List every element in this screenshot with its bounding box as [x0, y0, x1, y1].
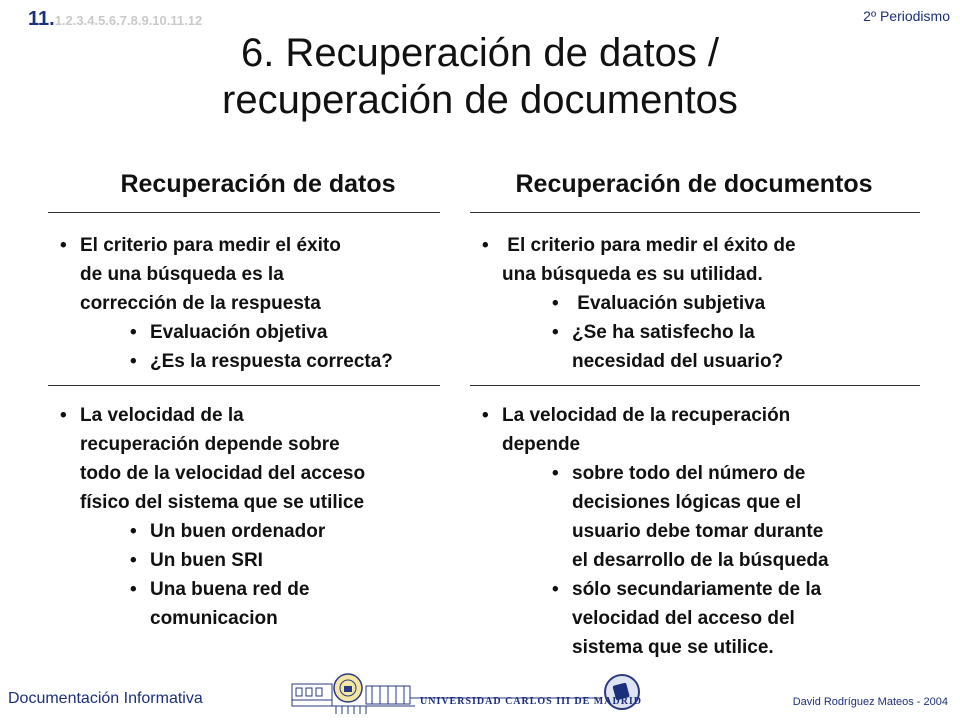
footer-course-name: Documentación Informativa [8, 690, 203, 707]
text-line: una búsqueda es su utilidad. [502, 264, 763, 285]
nav-sequence-current[interactable]: 6. [108, 13, 120, 28]
left-section-2 [60, 401, 455, 633]
text-line: decisiones lógicas que el [572, 492, 802, 513]
building-sketch-icon [292, 684, 332, 706]
sub-list-item: • Un buen SRI [130, 546, 455, 575]
text-line: físico del sistema que se utilice [80, 492, 365, 513]
right-column-heading: Recuperación de documentos [515, 170, 873, 198]
nav-current-section[interactable]: 11. [28, 8, 55, 30]
sub-list-item [552, 575, 922, 662]
slide-navigation [28, 8, 202, 31]
university-name: UNIVERSIDAD CARLOS III DE MADRID [420, 696, 643, 707]
sub-list-item: • Evaluación objetiva [130, 318, 450, 347]
university-logo [290, 668, 660, 718]
text-line: • ¿Se ha satisfecho la [572, 322, 755, 343]
text-line: velocidad del acceso del [572, 608, 795, 629]
right-section-1 [482, 231, 922, 376]
university-seal-icon [334, 674, 362, 702]
nav-sequence-after[interactable]: 7.8.9.10.11.12 [119, 13, 203, 28]
text-line: todo de la velocidad del acceso [80, 463, 366, 484]
right-divider-middle [470, 385, 920, 386]
campus-building-icon [366, 686, 410, 704]
text-line: necesidad del usuario? [572, 351, 784, 372]
title-line-2: recuperación de documentos [222, 78, 738, 122]
text-line: usuario debe tomar durante [572, 521, 824, 542]
sub-list-item [552, 318, 922, 376]
text-line: sistema que se utilice. [572, 637, 774, 658]
text-line: de una búsqueda es la [80, 264, 284, 285]
text-line: • Una buena red de [150, 579, 310, 600]
title-line-1: 6. Recuperación de datos / [240, 31, 720, 75]
text-line: comunicacion [150, 608, 278, 629]
text-line: corrección de la respuesta [80, 293, 321, 314]
text-line: • El criterio para medir el éxito de [502, 235, 796, 256]
text-line: • sobre todo del número de [572, 463, 806, 484]
list-item [60, 401, 455, 633]
left-divider-middle [48, 385, 440, 386]
text-line: • La velocidad de la [80, 405, 244, 426]
text-line: depende [502, 434, 581, 455]
right-section-2 [482, 401, 922, 662]
text-line: el desarrollo de la búsqueda [572, 550, 829, 571]
footer-author: David Rodríguez Mateos - 2004 [792, 696, 948, 708]
list-item [60, 231, 450, 376]
left-divider-top [48, 212, 440, 213]
course-label: 2º Periodismo [863, 8, 950, 24]
left-column-heading: Recuperación de datos [120, 170, 396, 198]
left-section-1 [60, 231, 450, 376]
sub-list-item: • Un buen ordenador [130, 517, 455, 546]
text-line: • La velocidad de la recuperación [502, 405, 791, 426]
list-item [482, 401, 922, 662]
text-line: • sólo secundariamente de la [572, 579, 822, 600]
slide-title [0, 30, 960, 124]
sub-list-item: • Evaluación subjetiva [552, 289, 922, 318]
sub-list-item [552, 459, 922, 575]
nav-sequence-before[interactable]: 1.2.3.4.5. [54, 13, 109, 28]
right-divider-top [470, 212, 920, 213]
text-line: recuperación depende sobre [80, 434, 340, 455]
sub-list-item: • ¿Es la respuesta correcta? [130, 347, 450, 376]
sub-list-item [130, 575, 455, 633]
text-line: • El criterio para medir el éxito [80, 235, 341, 256]
list-item [482, 231, 922, 376]
